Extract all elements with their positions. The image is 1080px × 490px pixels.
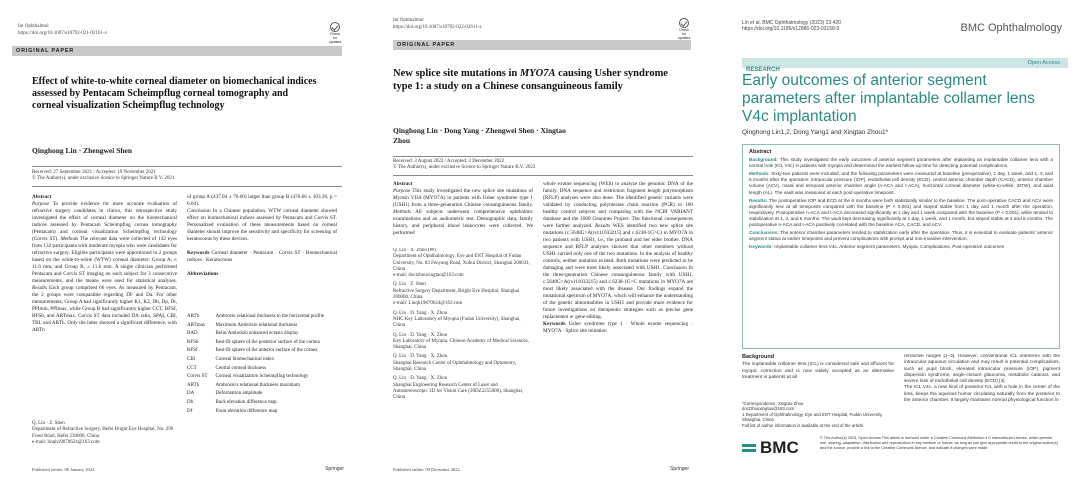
header-journal: Int Ophthalmol [18, 24, 49, 29]
abbreviation-row [187, 348, 338, 355]
abbreviation-definition: Ambrósio relational thickness to the horizontal profile [215, 314, 325, 319]
abbreviation-definition: Front elevation difference map [215, 408, 278, 414]
paper-3-page [730, 16, 1068, 476]
paper-title: New splice site mutations in MYO7A causing Usher syndrome type 1: a study on a Chinese consanguineous family [393, 68, 668, 92]
header-doi[interactable]: https://doi.org/10.1007/s10792-022-02611-z [393, 25, 482, 30]
crossmark-badge[interactable]: Check for updates [328, 22, 342, 38]
abbreviation-row [187, 331, 338, 338]
abbreviation-definition: Maximum Ambrósio relational thickness [215, 322, 298, 328]
author-affiliations [393, 248, 533, 463]
journal-name: BMC Ophthalmology [960, 22, 1062, 34]
affiliation-entry: Q. Lin · D. Yang · X. Zhou NHC Key Laboratory of Myopia (Fudan University), Shanghai, China [393, 310, 521, 329]
author-list: Qinghong Lin · Dong Yang · Zhengwei Shen · Xingtao Zhou [393, 126, 566, 145]
received-dates: Received: 3 August 2022 / Accepted: 2 December 2022 [393, 159, 505, 164]
abstract-keywords: Keywords: Implantable collamer lens V4c, Anterior segment parameters, Myopia, Complications, Post-operative outcomes [749, 244, 1005, 250]
abbreviation-row [187, 400, 338, 407]
received-dates: Received: 27 September 2021 / Accepted: 19 November 2021 [32, 170, 156, 175]
bmc-logo: BMC [742, 438, 799, 458]
affiliation-entry: Q. Lin · X. Zhou (✉) Department of Ophthalmology, Eye and ENT Hospital of Fudan University, No. 83 Fenyang Road, Xuhui District, Shanghai 200031, China e-mail: doctzhouxingtao@163.com [393, 248, 531, 279]
check-icon [330, 22, 340, 32]
abstract-column-right: whole exome sequencing (WES) to analyze the genomic DNA of the family. DNA sequence and restriction fragment length polymorphism (RFLP) analyses were also done. The identified genetic variants were validated by conducting polymerase chain reaction (PCR) in 100 healthy control subjects and comparing with the NCBI VARIANT database and the 1000 Genomes Project. The functional consequences were further analyzed. Results WES identified two new splice site mutations (c.5648G>A(rs111033215) and c.6238-1G>C) in MYO7A in two patients with USH1, i.e., the proband and her elder brother. DNA sequence and RFLP analyses showed that other members without USH1 carried only one of the two mutations. In the analysis of healthy controls, neither mutation existed. Both mutations were predicted to be damaging and were most likely associated with USH1. Conclusion In the three-generation Chinese consanguineous family with USH1, c.5648G>A(rs111033215) and c.6238-1G>C mutations in MYO7A are most likely associated with the disease. Our findings expand the mutational spectrum of MYO7A, which will enhance the understanding of the genetic abnormalities in USH1 and provide more evidence for future investigations on therapeutic strategies such as precise gene replacement or gene editing. Keywords Usher syndrome type 1 · Whole exome sequencing · MYO7A · Splice site mutation [543, 181, 693, 334]
open-access-badge: Open Access [1027, 60, 1060, 66]
abbreviation-term: ARTh [187, 382, 200, 388]
abbreviation-term: Db [187, 399, 194, 405]
header-journal: Int Ophthalmol [393, 18, 424, 23]
bmc-logo-icon [742, 441, 756, 455]
abbreviation-definition: Best-fit sphere of the anterior surface of the cornea [215, 348, 318, 354]
article-type-bar: ORIGINAL PAPER [12, 46, 342, 56]
abbreviation-definition: Back elevation difference map [215, 399, 277, 405]
right-text-column: refractive ranges [1–3]. However, conventional ICL interferes with the intraocular aqueous circulation and may result in potential complications, such as pupil block, elevated intraocular pressure (IOP), pigment dispersion syndrome, angle-closure glaucoma, metabolic cataract, and severe loss of endothelial cell density (ECD) [4]. The ICL V4c, a new kind of posterior ICL with a hole in the center of the lens, keeps the aqueous humor circulating naturally from the posterior to the anterior chamber. It largely maintains normal physiological function in [904, 354, 1060, 404]
abbreviation-term: CCT [187, 365, 197, 371]
divider [32, 166, 342, 167]
header-doi[interactable]: https://doi.org/10.1186/s12886-023-03158-9 [742, 26, 840, 32]
correspondence: *Correspondence: Xingtao Zhou doctzhouxingtao@163.com 1 Department of Ophthalmology, Eye and ENT Hospital, Fudan University, Shanghai, China Full list of author information is available at the end of the article [742, 401, 883, 428]
author-affiliation: Q. Lin · Z. Shen Department of Refractive Surgery, Hefei Bright Eye Hospital, No. 290 Front Road, Hefei 230000, China e-mail: linqh19870624@163.com [32, 421, 174, 445]
abbreviation-row [187, 357, 338, 364]
abbreviations-table [185, 312, 340, 417]
abbreviation-definition: Ambrósio's relational thickness maximum [215, 382, 300, 388]
abbreviation-row [187, 314, 338, 321]
abstract-box [742, 144, 1060, 349]
abbreviation-term: ARTh [187, 314, 200, 319]
abbreviation-row [187, 383, 338, 390]
affiliation-entry: Q. Lin · D. Yang · X. Zhou Shanghai Research Center of Ophthalmology and Optometry, Shanghai, China [393, 354, 517, 373]
published-date: Published online: 09 December 2022 [393, 467, 460, 472]
abbreviation-term: ARTmax [187, 322, 206, 328]
abstract-heading: Abstract [749, 149, 772, 155]
abbreviation-term: Df [187, 408, 193, 414]
abbreviation-definition: Deformation amplitude [215, 391, 263, 397]
author-list: Qinghong Lin · Zhengwei Shen [32, 146, 133, 155]
abbreviation-row [187, 391, 338, 398]
abbreviation-term: BFSf [187, 348, 198, 354]
divider [393, 156, 693, 157]
paper-title: Effect of white-to-white corneal diameter on biomechanical indices assessed by Pentacam Scheimpflug corneal tomography and corneal visualization Scheimpflug technology [32, 76, 317, 111]
affiliation-entry: Q. Lin · Z. Shen Refractive Surgery Department, Bright Eye Hospital, Shanghai 200000, China e-mail: Linqh19870624@163.com [393, 282, 520, 307]
affiliation-entry: Q. Lin · D. Yang · X. Zhou Shanghai Engineering Research Center of Laser and Autostereoscopic 3D for Vision Care (20DZ2255000), Shanghai, China [393, 376, 524, 401]
paper-title: Early outcomes of anterior segment parameters after implantable collamer lens V4c implantation [742, 72, 1035, 125]
section-bar [742, 58, 1068, 73]
abbreviation-row [187, 366, 338, 373]
abbreviation-term: CBI [187, 356, 196, 362]
abbreviation-row [187, 409, 338, 416]
abbreviation-term: Corvis ST [187, 374, 208, 380]
header-doi[interactable]: https://doi.org/10.1007/s10792-021-02161-x [18, 31, 108, 36]
abstract-column-left: Abstract Purpose This study investigated the new splice site mutations of Myosin VIIA (MYO7A) in patients with Usher syndrome type 1 (USH1) from a three-generation Chinese consanguineous family. Methods All subjects underwent comprehensive ophthalmic examinations and an audiometric test. Demographic data, family history, and peripheral blood leukocytes were collected. We performed [393, 181, 533, 236]
copyright-line: © The Author(s), under exclusive licence to Springer Nature B.V. 2021 [32, 176, 175, 181]
springer-logo: Springer [670, 466, 689, 472]
springer-logo: Springer [325, 466, 344, 472]
author-list: Qinghong Lin1,2, Dong Yang1 and Xingtao Zhou1* [742, 129, 889, 136]
crossmark-badge[interactable]: Check for updates [677, 18, 691, 34]
paper-2-page [371, 16, 709, 476]
section-label: RESEARCH [746, 67, 780, 73]
abbreviation-definition: Best-fit sphere of the posterior surface of the cornea [215, 339, 320, 345]
license-notice: © The Author(s) 2023. Open Access This article is licensed under a Creative Commons Attribution 4.0 International License, which permits use, sharing, adaptation, distribution and reproduction in any medium or format, as long as you give appropriate credit to the original author(s) and the source, provide a link to the Creative Commons licence, and indicate if changes were made. [820, 436, 1058, 450]
abbreviation-row [187, 323, 338, 330]
abstract-background: Background: This study investigated the early outcomes of anterior segment parameters after implanting an implantable collamer lens with a central hole (ICL V4c) in patients with myopia and determined the earliest follow-up time for detecting potential complications. [749, 157, 1053, 169]
divider [393, 175, 693, 176]
abstract-methods: Methods: Sixty-two patients were included, and the following parameters were measured at baseline (preoperative), 1 day, 1 week, and 1, 3, and 6 months after the operation: intraocular pressure (IOP), endothelial cell density (ECD), central anterior chamber depth (CACD), anterior chamber volume (ACV), nasal and temporal anterior chamber angle (n-ACA and t-ACA), horizontal corneal diameter (white-to-white, WTW), and axial length (AL). The vault was measured at each post-operative timepoint. [749, 171, 1053, 195]
abbreviation-definition: Belin/Ambrósio enhanced ectasia display [215, 331, 299, 337]
abbreviation-term: DA [187, 391, 195, 397]
check-icon [679, 18, 689, 28]
header-citation: Lin et al. BMC Ophthalmology (2023) 23:420 [742, 20, 841, 26]
divider [32, 186, 342, 187]
abbreviation-definition: Central corneal thickness [215, 365, 267, 371]
abbreviation-definition: Corneal biomechanical index [215, 356, 275, 362]
abbreviation-term: BAD [187, 331, 198, 337]
abbreviation-row [187, 374, 338, 381]
abbreviation-definition: Corneal visualization Scheimpflug technology [215, 374, 309, 380]
abstract-results: Results: The postoperative IOP and ECD at the 6 months were both statistically similar to the baseline. The post-operative CACD and ACV were significantly less at all timepoints compared with the baseline (P < 0.001) and stayed stable from 1 day and 1 month after the operation, respectively. Postoperative n-ACA and t-ACA decreased significantly at 1 day and 1 week compared with the baseline (P < 0.001), while tended to stabilization at 1, 3, and 6 months. The vault kept decreasing significantly at 1 day, 1 week, and 1 month, but stayed stable at 3 and 6 months. The postoperative n-ACA and t-ACA positively correlated with the baseline ACA, CACD, and ACV. [749, 197, 1054, 228]
abstract-column-left: Abstract Purpose To provide evidence for more accurate evaluation of refractive surgery candidates in clinics, this retrospective study investigated the effect of corneal diameter on the biomechanical indices assessed by Pentacam Scheimpflug cornea tomography (Pentacam) and corneal visualization Scheimpflug technology (Corvis ST). Methods The relevant data were collected of 132 eyes from 132 participants with moderate myopia who were candidates for refractive surgery. Eligible participants were apportioned to 2 groups based on the white-to-white (WTW) corneal diameter: Group A, ≤ 11.6 mm, and Group B, ≥ 11.6 mm. A single clinician performed Pentacam and Corvis ST imaging on each subject for 3 consecutive measurements, and the means were used for statistical analyses. Results Each group comprised 66 eyes. As measured by Pentacam, the 2 groups were comparable regarding DF and Da. For other measurements, Group A had significantly higher K1, K2, Db, Dp, Dt, PPImin, PPImax, while Group B had significantly higher CCT, BFSf, BFSb, and ARTmax. Corvis ST data included DA ratio, SPAI, CBI, TBI, and ARTh. Only the latter showed a significant difference, with ARTh [32, 194, 177, 333]
article-type-bar: ORIGINAL PAPER [393, 40, 691, 50]
abstract-conclusions: Conclusions: The anterior chamber parameters tended to stabilization early after the operation. Thus, it is essential to evaluate patients' anterior segment status at earlier timepoints and prevent complications with prompt and non-invasive intervention. [749, 230, 1053, 242]
abstract-column-right: of group A (437.04 ± 76.60) larger than group B (476.66 ± 103.36, p = 0.04). Conclusion In a Chinese population, WTW corneal diameter showed effect on biomechanical indices assessed by Pentacam and Corvis ST. Personalized evaluation of these measurements based on corneal diameter should improve the sensitivity and specificity for screening of keratoconus by these devices. Keywords Corneal diameter · Pentacam · Corvis ST · Biomechanical indices · Keratoconus Abbreviations [187, 194, 337, 277]
paper-1-page [12, 16, 350, 476]
abbreviation-term: BFSb [187, 339, 199, 345]
affiliation-entry: Q. Lin · D. Yang · X. Zhou Key Laboratory of Myopia, Chinese Academy of Medical Sciences, Shanghai, China [393, 332, 529, 351]
copyright-line: © The Author(s), under exclusive licence to Springer Nature B.V. 2022 [393, 165, 536, 170]
background-column: Background The implantable collamer lens (ICL) is considered safe and efficient for myopic correction and is now widely accepted as an alternative treatment in patients at all [742, 354, 894, 380]
abbreviation-row [187, 340, 338, 347]
published-date: Published online: 06 January 2022 [32, 467, 95, 472]
